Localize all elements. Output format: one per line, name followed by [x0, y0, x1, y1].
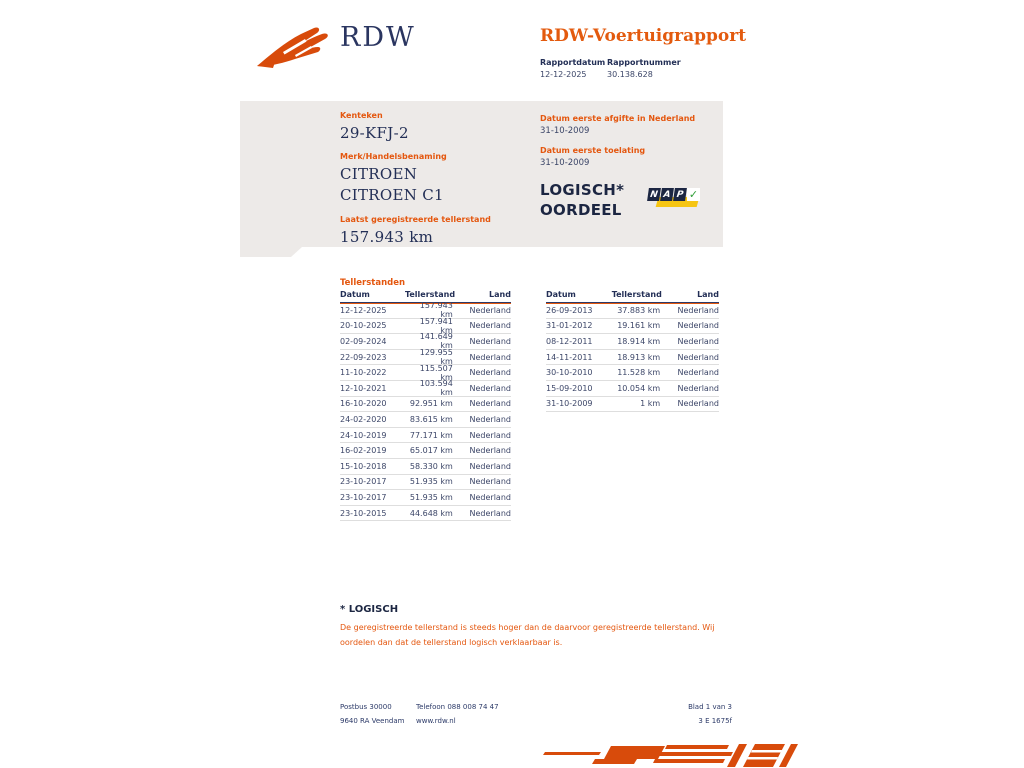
cell-tellerstand: 19.161 km: [617, 321, 661, 331]
table-row: [340, 428, 511, 444]
cell-land: Nederland: [469, 414, 511, 424]
cell-tellerstand: 10.054 km: [617, 383, 661, 393]
cell-tellerstand: 115.507 km: [419, 363, 453, 382]
table-row: [340, 397, 511, 413]
cell-land: Nederland: [469, 383, 511, 393]
table-row: [546, 365, 719, 381]
cell-datum: 15-10-2018: [340, 461, 387, 471]
cell-tellerstand: 83.615 km: [409, 414, 453, 424]
tellerstanden-title: Tellerstanden: [340, 278, 406, 288]
cell-land: Nederland: [677, 368, 719, 378]
page-title: RDW-Voertuigrapport: [540, 26, 747, 46]
cell-land: Nederland: [469, 352, 511, 362]
cell-tellerstand: 92.951 km: [409, 399, 453, 409]
nap-letter-p: P: [673, 188, 687, 201]
cell-tellerstand: 157.941 km: [419, 316, 453, 335]
header-datum: Datum: [546, 290, 576, 299]
table-row: [340, 459, 511, 475]
cell-land: Nederland: [677, 336, 719, 346]
cell-datum: 11-10-2022: [340, 368, 387, 378]
cell-datum: 16-10-2020: [340, 399, 387, 409]
report-date-value: 12-12-2025: [540, 70, 587, 79]
toelating-value: 31-10-2009: [540, 158, 590, 168]
cell-land: Nederland: [677, 321, 719, 331]
table-header: [546, 290, 719, 303]
cell-datum: 08-12-2011: [546, 336, 593, 346]
cell-datum: 23-10-2017: [340, 492, 387, 502]
odometer-table-left: [340, 290, 511, 521]
cell-tellerstand: 11.528 km: [617, 368, 661, 378]
report-number-block: [607, 57, 681, 81]
page-footer: [340, 700, 732, 728]
oordeel-line1: LOGISCH*: [540, 181, 625, 199]
cell-land: Nederland: [469, 492, 511, 502]
table-row: [340, 475, 511, 491]
cell-datum: 22-09-2023: [340, 352, 387, 362]
table-row: [546, 397, 719, 413]
cell-datum: 30-10-2010: [546, 368, 593, 378]
report-number-value: 30.138.628: [607, 70, 653, 79]
logisch-explanation-body: De geregistreerde tellerstand is steeds hoger dan de daarvoor geregistreerde tellerstand. Wij oordelen dan dat de tellerstand logisch verklaarbaar is.: [340, 623, 715, 647]
cell-datum: 12-10-2021: [340, 383, 387, 393]
cell-land: Nederland: [469, 461, 511, 471]
cell-datum: 14-11-2011: [546, 352, 593, 362]
cell-datum: 20-10-2025: [340, 321, 387, 331]
nap-letter-n: N: [647, 188, 661, 201]
summary-left-column: [340, 111, 530, 248]
footer-page-number: Blad 1 van 3: [688, 703, 732, 711]
afgifte-label: Datum eerste afgifte in Nederland: [540, 114, 696, 123]
nap-letter-a: A: [660, 188, 674, 201]
table-row: [340, 443, 511, 459]
kenteken-value: 29-KFJ-2: [340, 124, 409, 142]
summary-box-tab: [240, 247, 302, 257]
cell-datum: 12-12-2025: [340, 305, 387, 315]
cell-datum: 02-09-2024: [340, 336, 387, 346]
cell-land: Nederland: [469, 305, 511, 315]
cell-land: Nederland: [469, 508, 511, 518]
kenteken-label: Kenteken: [340, 111, 383, 120]
cell-land: Nederland: [469, 477, 511, 487]
cell-tellerstand: 1 km: [640, 399, 661, 409]
table-row: [340, 506, 511, 522]
decorative-stripes-icon: [533, 743, 798, 768]
cell-tellerstand: 37.883 km: [617, 305, 661, 315]
logisch-explanation-title: * LOGISCH: [340, 604, 399, 615]
cell-tellerstand: 58.330 km: [409, 461, 453, 471]
merk-label: Merk/Handelsbenaming: [340, 152, 447, 161]
cell-datum: 26-09-2013: [546, 305, 593, 315]
afgifte-value: 31-10-2009: [540, 126, 590, 136]
cell-datum: 31-10-2009: [546, 399, 593, 409]
table-row: [546, 319, 719, 335]
cell-land: Nederland: [469, 368, 511, 378]
footer-website: www.rdw.nl: [416, 717, 456, 725]
header-tellerstand: Tellerstand: [611, 290, 662, 299]
cell-land: Nederland: [677, 383, 719, 393]
rdw-wordmark: RDW: [340, 22, 416, 53]
odometer-table-right: [546, 290, 719, 412]
cell-tellerstand: 141.649 km: [419, 332, 453, 351]
rdw-logo-icon: [255, 22, 333, 72]
cell-land: Nederland: [469, 321, 511, 331]
table-row: [340, 490, 511, 506]
cell-land: Nederland: [469, 446, 511, 456]
footer-phone: Telefoon 088 008 74 47: [416, 703, 499, 711]
report-date-block: [540, 57, 605, 81]
nap-check-icon: ✓: [688, 188, 699, 201]
cell-tellerstand: 129.955 km: [419, 348, 453, 367]
footer-address-line2: 9640 RA Veendam: [340, 717, 405, 725]
cell-land: Nederland: [469, 430, 511, 440]
header-tellerstand: Tellerstand: [404, 290, 456, 299]
report-date-label: Rapportdatum: [540, 58, 606, 67]
cell-datum: 24-10-2019: [340, 430, 387, 440]
toelating-label: Datum eerste toelating: [540, 146, 646, 155]
cell-tellerstand: 51.935 km: [409, 492, 453, 502]
table-row: [340, 381, 511, 397]
header-datum: Datum: [340, 290, 370, 299]
table-row: [546, 381, 719, 397]
cell-land: Nederland: [677, 305, 719, 315]
header-land: Land: [697, 290, 719, 299]
cell-datum: 15-09-2010: [546, 383, 593, 393]
report-number-label: Rapportnummer: [607, 58, 681, 67]
cell-datum: 23-10-2015: [340, 508, 387, 518]
footer-form-code: 3 E 1675f: [698, 717, 732, 725]
cell-land: Nederland: [677, 399, 719, 409]
cell-land: Nederland: [469, 336, 511, 346]
header-land: Land: [489, 290, 511, 299]
table-row: [546, 334, 719, 350]
cell-datum: 24-02-2020: [340, 414, 387, 424]
cell-tellerstand: 157.943 km: [419, 301, 453, 320]
cell-datum: 16-02-2019: [340, 446, 387, 456]
cell-tellerstand: 103.594 km: [419, 379, 453, 398]
cell-tellerstand: 65.017 km: [409, 446, 453, 456]
cell-land: Nederland: [677, 352, 719, 362]
tellerstand-value: 157.943 km: [340, 228, 434, 246]
cell-tellerstand: 51.935 km: [409, 477, 453, 487]
oordeel-line2: OORDEEL: [540, 201, 622, 219]
table-row: [340, 412, 511, 428]
cell-datum: 23-10-2017: [340, 477, 387, 487]
cell-land: Nederland: [469, 399, 511, 409]
cell-tellerstand: 18.914 km: [617, 336, 661, 346]
tellerstand-label: Laatst geregistreerde tellerstand: [340, 215, 491, 224]
cell-tellerstand: 44.648 km: [409, 508, 453, 518]
cell-tellerstand: 77.171 km: [409, 430, 453, 440]
merk-value: CITROEN CITROEN C1: [340, 165, 444, 204]
table-row: [546, 350, 719, 366]
footer-address-line1: Postbus 30000: [340, 703, 392, 711]
table-row: [546, 303, 719, 319]
cell-datum: 31-01-2012: [546, 321, 593, 331]
cell-tellerstand: 18.913 km: [617, 352, 661, 362]
nap-logo-icon: [648, 186, 700, 210]
